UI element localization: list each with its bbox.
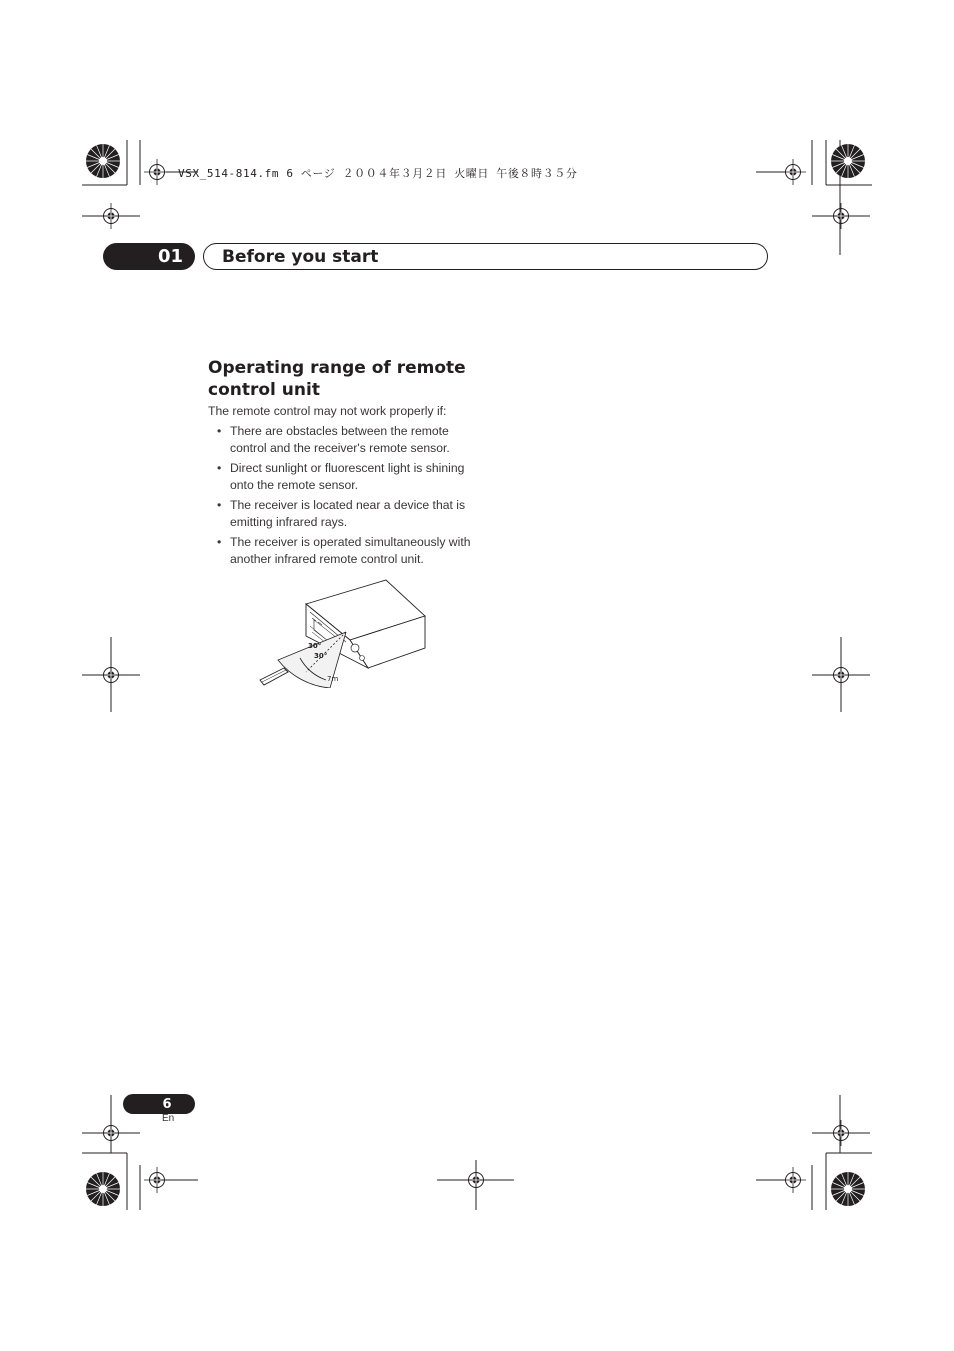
chapter-header [203,243,768,270]
angle-label-lower: 30° [314,652,328,660]
angle-label-upper: 30° [308,642,322,650]
page-language: En [162,1113,175,1124]
remote-range-illustration [250,576,430,688]
file-stamp: VSX_514-814.fm 6 ページ ２００４年３月２日 火曜日 午後８時３５分 [178,167,578,180]
chapter-number: 01 [157,246,183,267]
chapter-title: Before you start [222,246,379,267]
list-item: • The receiver is located near a device that is emitting infrared rays. [216,497,486,530]
section-heading: Operating range of remote control unit [208,358,466,400]
list-item: • Direct sunlight or fluorescent light is shining onto the remote sensor. [216,460,486,493]
list-item: • There are obstacles between the remote control and the receiver's remote sensor. [216,423,486,456]
chapter-number-badge [103,243,195,270]
conditions-list [216,423,486,571]
remote-control [260,668,288,685]
list-item: • The receiver is operated simultaneously with another infrared remote control unit. [216,534,486,567]
page-number: 6 [162,1096,172,1112]
intro-text: The remote control may not work properly if: [208,404,447,418]
distance-label: 7m [327,675,339,683]
page-number-badge [123,1094,195,1114]
